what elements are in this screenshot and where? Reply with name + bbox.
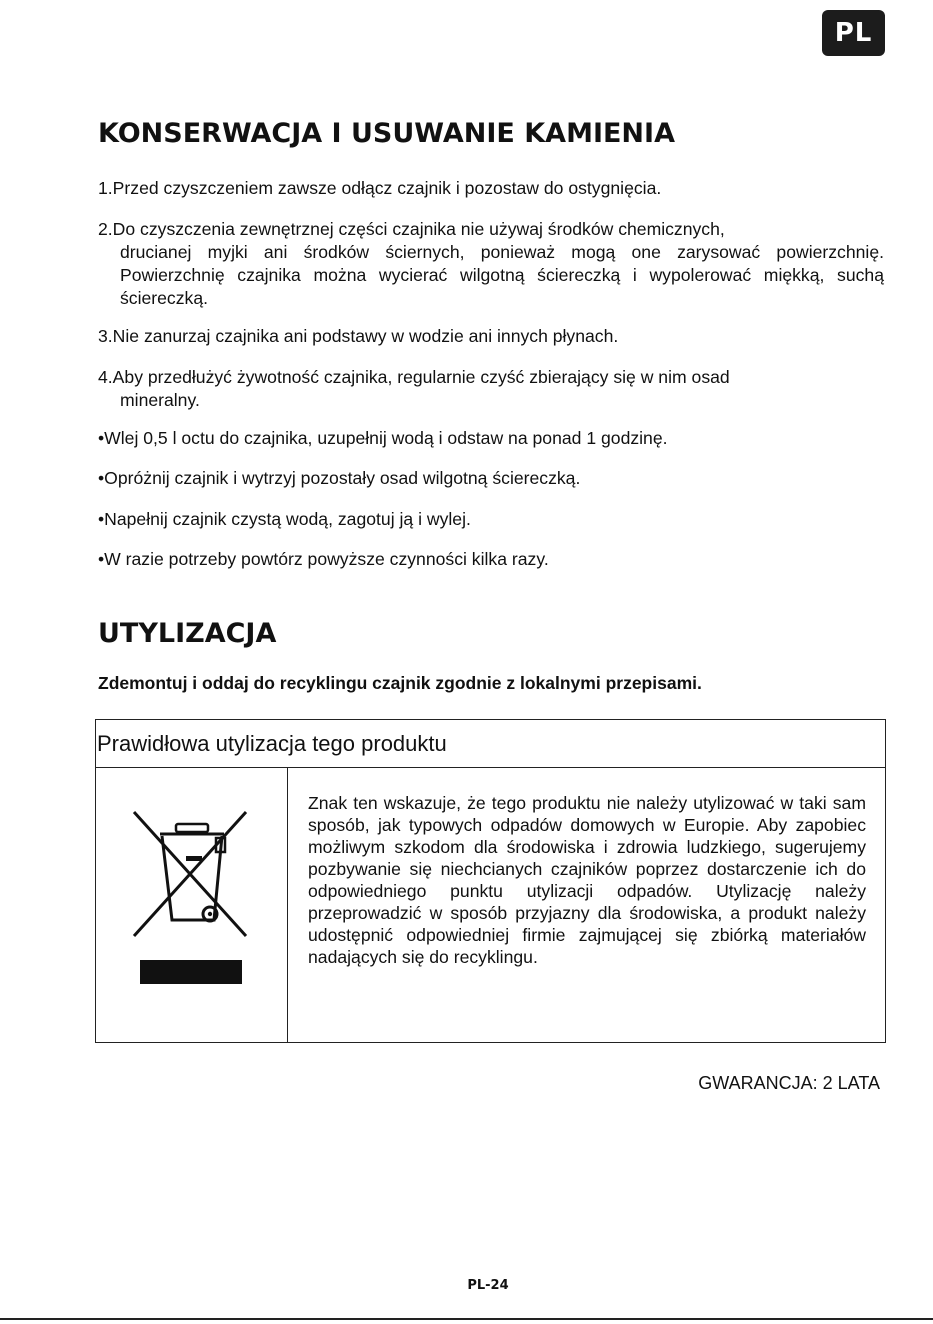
disposal-box-text: Znak ten wskazuje, że tego produktu nie należy utylizować w taki sam sposób, jak typowych odpadów domowych w Europie. Aby zapobiec możliwym szkodom dla środowiska i zdrowia ludzkiego, sugerujemy pozbywanie się niechcianych czajników poprzez dostarczenie ich do odpowiedniego punktu utylizacji odpadów. Utylizację należy przeprowadzić w sposób przyjazny dla środowiska, a produkt należy udostępnić odpowiedniej firmie zajmującej się zbiórką materiałów nadających się do recyklingu. bbox=[308, 793, 866, 967]
item-continuation: drucianej myjki ani środków ściernych, ponieważ mogą one zarysować powierzchnię. Powierzchnię czajnika można wycierać wilgotną ściereczką i wypolerować miękką, suchą ściereczką. bbox=[120, 242, 884, 308]
section-title-maintenance: KONSERWACJA I USUWANIE KAMIENIA bbox=[98, 118, 675, 149]
item-text: 2.Do czyszczenia zewnętrznej części czajnika nie używaj środków chemicznych, bbox=[98, 219, 725, 239]
page-number: PL-24 bbox=[467, 1278, 509, 1293]
item-text: •W razie potrzeby powtórz powyższe czynności kilka razy. bbox=[98, 549, 549, 569]
maintenance-bullet-2 bbox=[98, 467, 884, 490]
crossed-out-wheelie-bin-icon bbox=[132, 810, 250, 985]
item-text: •Opróżnij czajnik i wytrzyj pozostały osad wilgotną ściereczką. bbox=[98, 468, 581, 488]
maintenance-item-2 bbox=[98, 218, 884, 310]
item-text: •Napełnij czajnik czystą wodą, zagotuj ją i wylej. bbox=[98, 509, 471, 529]
maintenance-item-3 bbox=[98, 325, 884, 348]
maintenance-bullet-1 bbox=[98, 427, 884, 450]
maintenance-bullet-3 bbox=[98, 508, 884, 531]
item-text: 4.Aby przedłużyć żywotność czajnika, regularnie czyść zbierający się w nim osad bbox=[98, 367, 730, 387]
disposal-box-header bbox=[96, 720, 885, 768]
item-text: •Wlej 0,5 l octu do czajnika, uzupełnij wodą i odstaw na ponad 1 godzinę. bbox=[98, 428, 668, 448]
item-text: 3.Nie zanurzaj czajnika ani podstawy w wodzie ani innych płynach. bbox=[98, 326, 619, 346]
item-text: 1.Przed czyszczeniem zawsze odłącz czajnik i pozostaw do ostygnięcia. bbox=[98, 178, 662, 198]
disposal-box-title: Prawidłowa utylizacja tego produktu bbox=[97, 731, 447, 756]
maintenance-bullet-4 bbox=[98, 548, 884, 571]
box-divider bbox=[287, 768, 288, 1042]
section-title-disposal: UTYLIZACJA bbox=[98, 618, 277, 649]
maintenance-item-1 bbox=[98, 177, 884, 200]
disposal-lead-text: Zdemontuj i oddaj do recyklingu czajnik zgodnie z lokalnymi przepisami. bbox=[98, 673, 702, 693]
disposal-info-box bbox=[95, 719, 886, 1043]
item-continuation: mineralny. bbox=[120, 390, 200, 410]
bottom-rule bbox=[0, 1318, 933, 1320]
warranty-text: GWARANCJA: 2 LATA bbox=[698, 1073, 880, 1093]
maintenance-item-4 bbox=[98, 366, 884, 412]
language-badge: PL bbox=[822, 10, 885, 56]
